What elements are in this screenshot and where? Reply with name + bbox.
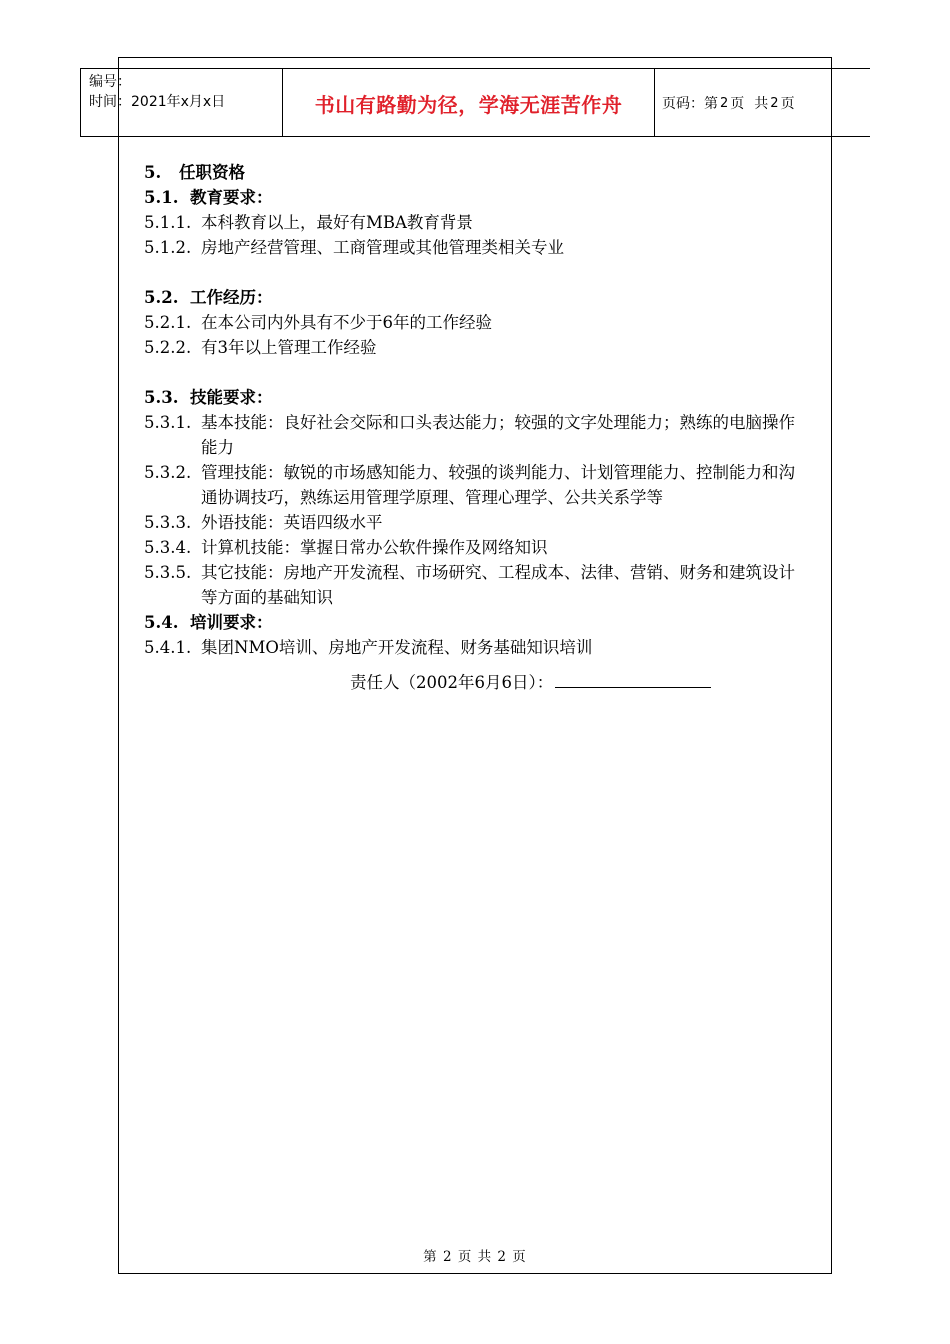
list-item	[144, 235, 809, 260]
list-item	[144, 510, 809, 535]
subsection-heading-5-4	[144, 610, 809, 635]
section-number: 5.	[144, 163, 162, 182]
item-text: 外语技能：英语四级水平	[201, 513, 383, 532]
signature-blank	[555, 669, 711, 688]
subsection-heading-5-1	[144, 185, 809, 210]
page-current: 2	[720, 95, 729, 111]
item-text: 房地产经营管理、工商管理或其他管理类相关专业	[201, 238, 564, 257]
item-number: 5.3.5.	[144, 563, 192, 582]
subsection-title: 技能要求：	[190, 388, 273, 407]
header-motto: 书山有路勤为径，学海无涯苦作舟	[314, 92, 623, 117]
page-total: 2	[770, 95, 779, 111]
item-text: 其它技能：房地产开发流程、市场研究、工程成本、法律、营销、财务和建筑设计等方面的基础知识	[201, 563, 795, 607]
list-item	[144, 560, 809, 610]
item-number: 5.1.1.	[144, 213, 192, 232]
page-mid: 页	[730, 96, 745, 112]
header-page-number	[662, 70, 795, 136]
item-number: 5.3.3.	[144, 513, 192, 532]
page-footer: 第 2 页 共 2 页	[423, 1249, 527, 1265]
code-label: 编号：	[89, 74, 131, 90]
signature-line	[144, 669, 809, 695]
item-number: 5.2.2.	[144, 338, 192, 357]
item-number: 5.3.1.	[144, 413, 192, 432]
item-text: 在本公司内外具有不少于6年的工作经验	[201, 313, 492, 332]
list-item	[144, 410, 809, 460]
time-label: 时间：2021年x月x日	[89, 94, 226, 110]
list-item	[144, 310, 809, 335]
item-number: 5.3.4.	[144, 538, 192, 557]
item-text: 集团NMO培训、房地产开发流程、财务基础知识培训	[201, 638, 593, 657]
list-item	[144, 635, 809, 660]
header-divider-2	[654, 68, 655, 136]
list-item	[144, 210, 809, 235]
header-bottom-rule	[80, 136, 870, 137]
subsection-heading-5-3	[144, 385, 809, 410]
subsection-title: 工作经历：	[190, 288, 273, 307]
header-left-border	[80, 68, 81, 136]
subsection-number: 5.1.	[144, 188, 179, 207]
list-item	[144, 460, 809, 510]
subsection-number: 5.2.	[144, 288, 179, 307]
item-number: 5.3.2.	[144, 463, 192, 482]
item-text: 基本技能：良好社会交际和口头表达能力；较强的文字处理能力；熟练的电脑操作能力	[201, 413, 795, 457]
document-body	[144, 160, 809, 695]
item-text: 有3年以上管理工作经验	[201, 338, 377, 357]
section-heading-5	[144, 160, 809, 185]
subsection-number: 5.3.	[144, 388, 179, 407]
item-text: 管理技能：敏锐的市场感知能力、较强的谈判能力、计划管理能力、控制能力和沟通协调技巧，熟练运用管理学原理、管理心理学、公共关系学等	[201, 463, 795, 507]
header-top-rule	[80, 68, 870, 69]
item-number: 5.1.2.	[144, 238, 192, 257]
header-meta	[89, 72, 225, 112]
item-text: 本科教育以上，最好有MBA教育背景	[201, 213, 473, 232]
page-suffix: 页	[780, 96, 795, 112]
subsection-number: 5.4.	[144, 613, 179, 632]
subsection-title: 教育要求：	[190, 188, 273, 207]
list-item	[144, 335, 809, 360]
list-item	[144, 535, 809, 560]
item-number: 5.4.1.	[144, 638, 192, 657]
page-total-prefix: 共	[754, 96, 769, 112]
item-number: 5.2.1.	[144, 313, 192, 332]
subsection-heading-5-2	[144, 285, 809, 310]
page-prefix: 页码：第	[662, 96, 718, 112]
section-title: 任职资格	[179, 163, 245, 182]
item-text: 计算机技能：掌握日常办公软件操作及网络知识	[201, 538, 548, 557]
signature-label: 责任人（2002年6月6日）：	[350, 673, 554, 692]
subsection-title: 培训要求：	[190, 613, 273, 632]
